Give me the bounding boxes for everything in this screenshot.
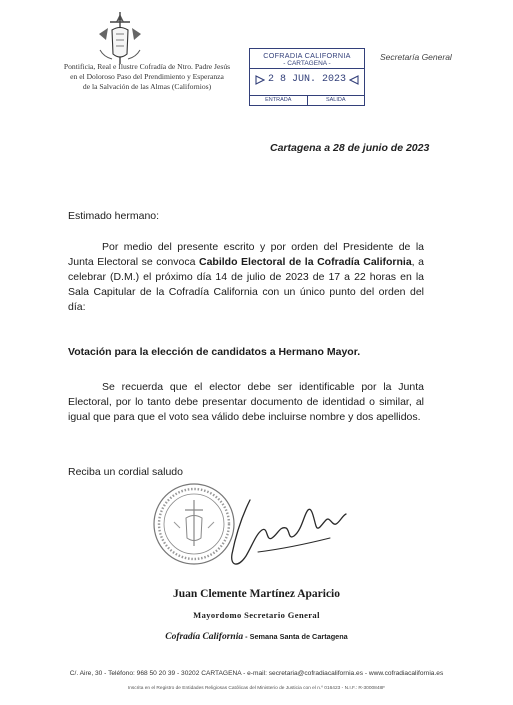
- signature-icon: [212, 490, 360, 574]
- closing-line: Reciba un cordial saludo: [68, 466, 183, 478]
- org-line: en el Doloroso Paso del Prendimiento y Esperanza: [70, 72, 224, 81]
- signatory-role: Mayordomo Secretario General: [193, 610, 320, 620]
- department-label: Secretaría General: [380, 52, 452, 62]
- stamp-exit-label: SALIDA: [325, 97, 346, 103]
- brand-line: [0, 632, 513, 642]
- brand-script: Cofradía California: [165, 632, 244, 642]
- stamp-date: 2 8 JUN. 2023: [267, 74, 346, 85]
- place-date: Cartagena a 28 de junio de 2023: [270, 142, 430, 154]
- stamp-entry-label: ENTRADA: [250, 96, 308, 105]
- paragraph-reminder: [68, 380, 424, 425]
- stamp-footer: [250, 95, 364, 105]
- org-line: Pontificia, Real e Ilustre Cofradía de Ntro. Padre Jesús: [63, 62, 231, 71]
- paragraph-text: Se recuerda que el elector debe ser identificable por la Junta Electoral, por lo tanto debe presentar documento de identidad o similar, al igual que para que el voto sea válido debe incluirse nombre y dos apellidos.: [68, 381, 424, 423]
- triangle-right-icon: [255, 75, 265, 85]
- organization-name: [14, 62, 280, 92]
- salutation: Estimado hermano:: [68, 210, 160, 222]
- footer-contact: C/. Aire, 30 - Teléfono: 968 50 20 39 - 30202 CARTAGENA - e-mail: secretaria@cofradiacalifornia.es - www.cofradiacalifornia.es: [69, 670, 444, 677]
- agenda-item: [68, 345, 424, 360]
- org-line: de la Salvación de las Almas (Californios): [82, 82, 212, 91]
- crest-logo-icon: [90, 10, 150, 68]
- paragraph-text: , a celebrar (D.M.) el próximo día 14 de julio de 2023 de 17 a 22 horas en la Sala Capitular de la Cofradía California con un único punto del orden del día:: [68, 256, 424, 313]
- paragraph-bold: Cabildo Electoral de la Cofradía California: [198, 256, 412, 268]
- brand-tagline: - Semana Santa de Cartagena: [243, 632, 348, 641]
- signatory-name: Juan Clemente Martínez Aparicio: [172, 588, 341, 600]
- paragraph-convocation: [68, 240, 424, 315]
- stamp-date-row: [250, 69, 364, 91]
- footer-registry: Inscrita en el Registro de Entidades Religiosas Católicas del Ministerio de Justicia con el n.º 016423 - N.I.F.: R-3000848F: [127, 686, 386, 691]
- agenda-text: Votación para la elección de candidatos a Hermano Mayor.: [68, 346, 361, 358]
- triangle-left-icon: [349, 75, 359, 85]
- paragraph-text: Por medio del presente escrito y por orden del Presidente de la Junta Electoral se convoca: [68, 241, 424, 268]
- stamp-title: COFRADIA CALIFORNIA: [263, 51, 351, 60]
- received-stamp: [249, 48, 365, 106]
- stamp-subtitle: - CARTAGENA -: [250, 60, 364, 69]
